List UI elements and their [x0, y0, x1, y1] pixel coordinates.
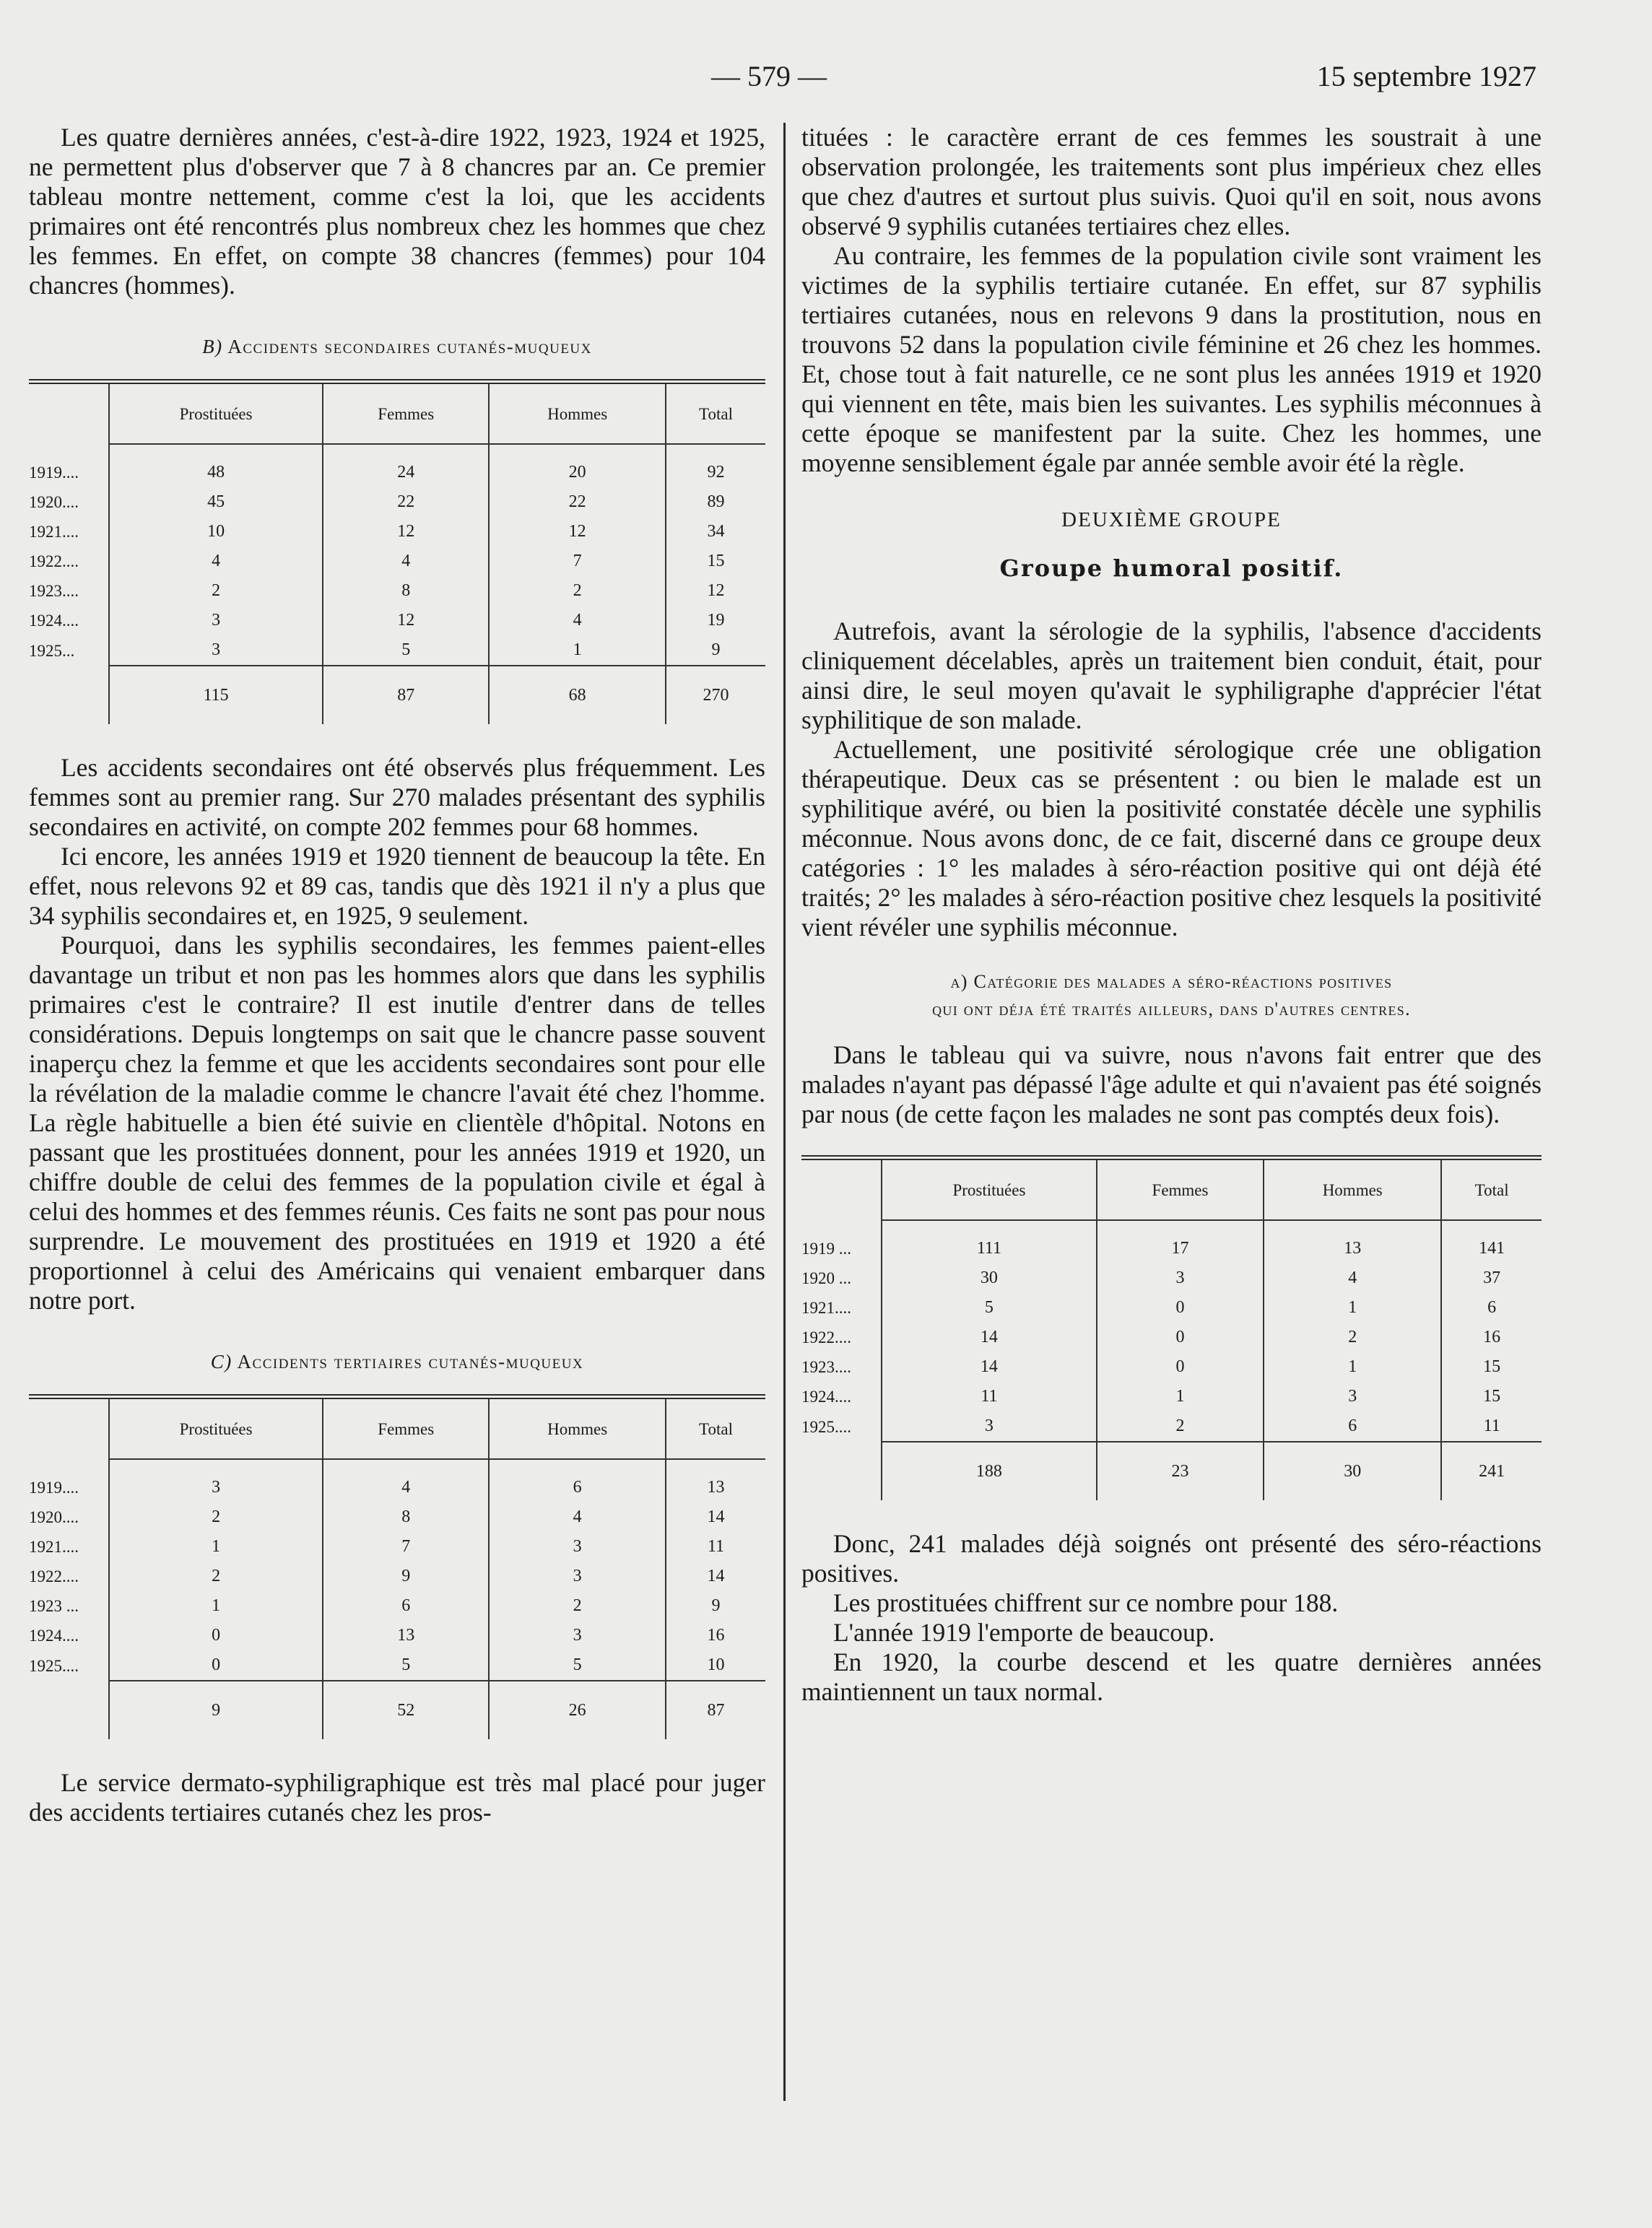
table-a-wrapper	[801, 1155, 1542, 1500]
column-header: Femmes	[323, 384, 489, 444]
year-cell: 1925...	[29, 641, 75, 660]
paragraph: Les quatre dernières années, c'est-à-dire 1922, 1923, 1924 et 1925, ne permettent plus d'observer que 7 à 8 chancres par an. Ce premier tableau montre nettement, comme c'est la loi, que les accidents primaires ont été rencontrés plus nombreux chez les hommes que chez les femmes. En effet, on compte 38 chancres (femmes) pour 104 chancres (hommes).	[29, 123, 765, 300]
year-cell	[29, 1681, 109, 1739]
year-header	[29, 384, 109, 444]
issue-date: 15 septembre 1927	[1316, 60, 1536, 92]
table-cell: 4	[489, 1502, 666, 1532]
table-secondary-accidents	[29, 384, 765, 724]
table-cell: 12	[666, 576, 765, 606]
table-cell: 0	[1097, 1293, 1264, 1323]
table-cell: 14	[666, 1562, 765, 1591]
category-heading-line: qui ont déja été traités ailleurs, dans d'autres centres.	[932, 998, 1411, 1019]
table-cell: 5	[323, 635, 489, 666]
section-title: Accidents tertiaires cutanés-muqueux	[237, 1351, 584, 1372]
year-cell	[29, 666, 109, 724]
paragraph: Donc, 241 malades déjà soignés ont présenté des séro-réactions positives.	[801, 1529, 1542, 1588]
table-row	[29, 1591, 765, 1621]
page-header	[0, 59, 1652, 103]
column-header: Total	[1441, 1160, 1542, 1220]
table-cell: 11	[882, 1382, 1097, 1411]
year-cell: 1920....	[29, 493, 79, 511]
year-cell: 1925....	[801, 1417, 851, 1436]
table-cell: 1	[1264, 1352, 1441, 1382]
table-cell: 8	[323, 1502, 489, 1532]
table-cell: 5	[489, 1650, 666, 1681]
table-cell: 11	[666, 1532, 765, 1562]
total-cell: 30	[1264, 1442, 1441, 1500]
table-header-row	[29, 1399, 765, 1459]
table-cell: 4	[109, 547, 323, 576]
year-cell: 1922....	[29, 552, 79, 570]
table-row	[29, 1621, 765, 1650]
table-cell: 2	[489, 1591, 666, 1621]
total-cell: 68	[489, 666, 666, 724]
paragraph: Le service dermato-syphiligraphique est très mal placé pour juger des accidents tertiaires cutanés chez les pros-	[29, 1768, 765, 1827]
table-cell: 2	[489, 576, 666, 606]
table-cell: 10	[109, 517, 323, 547]
table-cell: 2	[109, 1502, 323, 1532]
table-cell: 3	[109, 635, 323, 666]
year-cell: 1920....	[29, 1508, 79, 1526]
table-row	[29, 517, 765, 547]
table-header-row	[801, 1160, 1542, 1220]
table-cell: 3	[109, 606, 323, 635]
year-cell: 1920 ...	[801, 1269, 851, 1287]
column-header: Hommes	[489, 384, 666, 444]
table-row	[801, 1382, 1542, 1411]
table-cell: 48	[109, 444, 323, 487]
table-row	[29, 606, 765, 635]
table-row	[29, 487, 765, 517]
table-cell: 2	[1097, 1411, 1264, 1442]
table-cell: 16	[666, 1621, 765, 1650]
column-header: Femmes	[323, 1399, 489, 1459]
table-cell: 3	[1097, 1263, 1264, 1293]
paragraph: tituées : le caractère errant de ces femmes les soustrait à une observation prolongée, les traitements sont plus impérieux chez elles que chez d'autres et surtout plus suivis. Quoi qu'il en soit, nous avons observé 9 syphilis cutanées tertiaires chez elles.	[801, 123, 1542, 240]
table-cell: 9	[666, 635, 765, 666]
table-row	[29, 1650, 765, 1681]
year-cell: 1922....	[801, 1328, 851, 1346]
table-cell: 5	[323, 1650, 489, 1681]
table-cell: 11	[1441, 1411, 1542, 1442]
table-cell: 14	[882, 1352, 1097, 1382]
table-cell: 4	[323, 1459, 489, 1502]
table-cell: 4	[323, 547, 489, 576]
table-cell: 0	[1097, 1323, 1264, 1352]
table-cell: 111	[882, 1220, 1097, 1263]
table-cell: 7	[489, 547, 666, 576]
year-cell: 1924....	[29, 1627, 79, 1645]
paragraph: Autrefois, avant la sérologie de la syphilis, l'absence d'accidents cliniquement décelables, après un traitement bien conduit, était, pour ainsi dire, le seul moyen qu'avait le syphiligraphe d'apprécier l'état syphilitique de son malade.	[801, 617, 1542, 734]
paragraph: En 1920, la courbe descend et les quatre dernières années maintiennent un taux normal.	[801, 1648, 1542, 1706]
totals-row	[801, 1442, 1542, 1500]
table-cell: 1	[1264, 1293, 1441, 1323]
table-cell: 92	[666, 444, 765, 487]
total-cell: 241	[1441, 1442, 1542, 1500]
column-header: Prostituées	[109, 1399, 323, 1459]
table-cell: 15	[666, 547, 765, 576]
right-column	[801, 123, 1542, 1707]
table-cell: 3	[489, 1621, 666, 1650]
table-cell: 20	[489, 444, 666, 487]
total-cell: 87	[666, 1681, 765, 1739]
table-cell: 19	[666, 606, 765, 635]
total-cell: 270	[666, 666, 765, 724]
table-row	[29, 1562, 765, 1591]
year-cell: 1924....	[29, 612, 79, 630]
table-cell: 30	[882, 1263, 1097, 1293]
table-cell: 9	[666, 1591, 765, 1621]
table-cell: 3	[109, 1459, 323, 1502]
category-heading	[801, 968, 1542, 1023]
section-letter: B)	[202, 336, 223, 357]
table-cell: 10	[666, 1650, 765, 1681]
table-cell: 15	[1441, 1382, 1542, 1411]
table-cell: 7	[323, 1532, 489, 1562]
section-heading-c	[29, 1347, 765, 1377]
paragraph: Dans le tableau qui va suivre, nous n'avons fait entrer que des malades n'ayant pas dépassé l'âge adulte et qui n'avaient pas été soignés par nous (de cette façon les malades ne sont pas comptés deux fois).	[801, 1040, 1542, 1128]
table-cell: 6	[489, 1459, 666, 1502]
paragraph: Actuellement, une positivité sérologique crée une obligation thérapeutique. Deux cas se présentent : ou bien le malade est un syphilitique avéré, ou bien la positivité constatée décèle une syphilis méconnue. Nous avons donc, de ce fait, discerné dans ce groupe deux catégories : 1° les malades à séro-réaction positive qui ont déjà été traités; 2° les malades à séro-réaction positive chez lesquels la positivité vient révéler une syphilis méconnue.	[801, 735, 1542, 941]
section-heading-b	[29, 332, 765, 362]
table-cell: 14	[882, 1323, 1097, 1352]
table-cell: 6	[1264, 1411, 1441, 1442]
table-cell: 2	[1264, 1323, 1441, 1352]
total-cell: 23	[1097, 1442, 1264, 1500]
column-header: Hommes	[489, 1399, 666, 1459]
table-row	[801, 1263, 1542, 1293]
table-cell: 9	[323, 1562, 489, 1591]
total-cell: 188	[882, 1442, 1097, 1500]
table-cell: 17	[1097, 1220, 1264, 1263]
table-cell: 3	[489, 1562, 666, 1591]
table-cell: 4	[1264, 1263, 1441, 1293]
paragraph: Pourquoi, dans les syphilis secondaires, les femmes paient-elles davantage un tribut et non pas les hommes alors que dans les syphilis primaires c'est le contraire? Il est inutile d'entrer dans de telles considérations. Depuis longtemps on sait que le chancre passe souvent inaperçu chez la femme et que les accidents secondaires sont pour elle la révélation de la maladie comme le chancre l'avait été chez l'homme. La règle habituelle a bien été suivie en clientèle d'hôpital. Notons en passant que les prostituées donnent, pour les années 1919 et 1920, un chiffre double de celui des femmes de la population civile et égal à celui des hommes et des femmes réunis. Ces faits ne sont pas pour nous surprendre. Le mouvement des prostituées en 1919 et 1920 a été proportionnel à celui des Américains qui venaient embarquer dans notre port.	[29, 931, 765, 1315]
table-cell: 34	[666, 517, 765, 547]
table-cell: 24	[323, 444, 489, 487]
total-cell: 115	[109, 666, 323, 724]
year-cell: 1921....	[29, 1538, 79, 1556]
column-header: Prostituées	[882, 1160, 1097, 1220]
column-header: Total	[666, 1399, 765, 1459]
table-cell: 22	[323, 487, 489, 517]
table-cell: 14	[666, 1502, 765, 1532]
year-cell: 1921....	[801, 1299, 851, 1317]
table-cell: 3	[1264, 1382, 1441, 1411]
table-row	[801, 1220, 1542, 1263]
year-cell: 1919....	[29, 1478, 79, 1497]
table-cell: 89	[666, 487, 765, 517]
year-cell: 1919 ...	[801, 1239, 851, 1258]
table-row	[801, 1323, 1542, 1352]
total-cell: 9	[109, 1681, 323, 1739]
year-header	[29, 1399, 109, 1459]
table-cell: 13	[323, 1621, 489, 1650]
table-row	[29, 1459, 765, 1502]
table-cell: 6	[323, 1591, 489, 1621]
year-cell: 1922....	[29, 1567, 79, 1585]
total-cell: 87	[323, 666, 489, 724]
table-cell: 1	[1097, 1382, 1264, 1411]
table-row	[29, 1532, 765, 1562]
table-cell: 1	[489, 635, 666, 666]
table-cell: 13	[1264, 1220, 1441, 1263]
table-cell: 6	[1441, 1293, 1542, 1323]
year-cell: 1923 ...	[29, 1597, 79, 1615]
table-row	[29, 576, 765, 606]
year-cell: 1919....	[29, 463, 79, 482]
table-row	[29, 1502, 765, 1532]
table-cell: 141	[1441, 1220, 1542, 1263]
table-row	[801, 1293, 1542, 1323]
year-header	[801, 1160, 882, 1220]
table-cell: 45	[109, 487, 323, 517]
section-title: Accidents secondaires cutanés-muqueux	[227, 336, 592, 357]
totals-row	[29, 1681, 765, 1739]
group-subtitle: Groupe humoral positif.	[999, 554, 1344, 582]
column-header: Femmes	[1097, 1160, 1264, 1220]
table-row	[29, 444, 765, 487]
table-cell: 0	[109, 1650, 323, 1681]
table-cell: 3	[882, 1411, 1097, 1442]
table-row	[29, 547, 765, 576]
table-cell: 12	[323, 517, 489, 547]
table-row	[29, 635, 765, 666]
table-c-wrapper	[29, 1394, 765, 1739]
year-cell: 1925....	[29, 1656, 79, 1675]
column-header: Total	[666, 384, 765, 444]
paragraph: L'année 1919 l'emporte de beaucoup.	[833, 1618, 1215, 1647]
table-tertiary-accidents	[29, 1399, 765, 1739]
total-cell: 52	[323, 1681, 489, 1739]
paragraph: Les accidents secondaires ont été observés plus fréquemment. Les femmes sont au premier rang. Sur 270 malades présentant des syphilis secondaires en activité, on compte 202 femmes pour 68 hommes.	[29, 753, 765, 841]
page-number: — 579 —	[711, 60, 827, 92]
table-cell: 2	[109, 1562, 323, 1591]
section-letter: C)	[210, 1351, 232, 1372]
table-row	[801, 1411, 1542, 1442]
table-b-wrapper	[29, 379, 765, 724]
table-cell: 3	[489, 1532, 666, 1562]
year-cell: 1923....	[801, 1358, 851, 1376]
column-header: Prostituées	[109, 384, 323, 444]
table-cell: 12	[323, 606, 489, 635]
year-cell: 1921....	[29, 523, 79, 541]
table-cell: 1	[109, 1591, 323, 1621]
table-cell: 15	[1441, 1352, 1542, 1382]
total-cell: 26	[489, 1681, 666, 1739]
totals-row	[29, 666, 765, 724]
table-header-row	[29, 384, 765, 444]
column-divider	[783, 123, 786, 2101]
table-cell: 13	[666, 1459, 765, 1502]
column-header: Hommes	[1264, 1160, 1441, 1220]
group-title: DEUXIÈME GROUPE	[1061, 508, 1282, 531]
table-cell: 0	[1097, 1352, 1264, 1382]
paragraph: Au contraire, les femmes de la population civile sont vraiment les victimes de la syphilis tertiaire cutanée. En effet, sur 87 syphilis tertiaires cutanées, nous en relevons 9 dans la prostitution, nous en trouvons 52 dans la population civile féminine et 26 chez les hommes. Et, chose tout à fait naturelle, ce ne sont plus les années 1919 et 1920 qui viennent en tête, mais bien les suivantes. Les syphilis méconnues à cette époque se manifestent par la suite. Chez les hommes, une moyenne sensiblement égale par année semble avoir été la règle.	[801, 241, 1542, 477]
table-cell: 5	[882, 1293, 1097, 1323]
table-positive-sero-reactions	[801, 1160, 1542, 1500]
year-cell: 1923....	[29, 582, 79, 600]
left-column	[29, 123, 765, 1827]
paragraph: Ici encore, les années 1919 et 1920 tiennent de beaucoup la tête. En effet, nous relevons 92 et 89 cas, tandis que dès 1921 il n'y a plus que 34 syphilis secondaires et, en 1925, 9 seulement.	[29, 842, 765, 930]
table-cell: 8	[323, 576, 489, 606]
table-cell: 37	[1441, 1263, 1542, 1293]
table-row	[801, 1352, 1542, 1382]
table-cell: 4	[489, 606, 666, 635]
year-cell	[801, 1442, 882, 1500]
table-cell: 12	[489, 517, 666, 547]
table-cell: 0	[109, 1621, 323, 1650]
table-cell: 1	[109, 1532, 323, 1562]
table-cell: 16	[1441, 1323, 1542, 1352]
category-heading-line: a) Catégorie des malades a séro-réactions positives	[950, 971, 1393, 992]
paragraph: Les prostituées chiffrent sur ce nombre pour 188.	[833, 1588, 1339, 1617]
table-cell: 22	[489, 487, 666, 517]
table-cell: 2	[109, 576, 323, 606]
year-cell: 1924....	[801, 1388, 851, 1406]
